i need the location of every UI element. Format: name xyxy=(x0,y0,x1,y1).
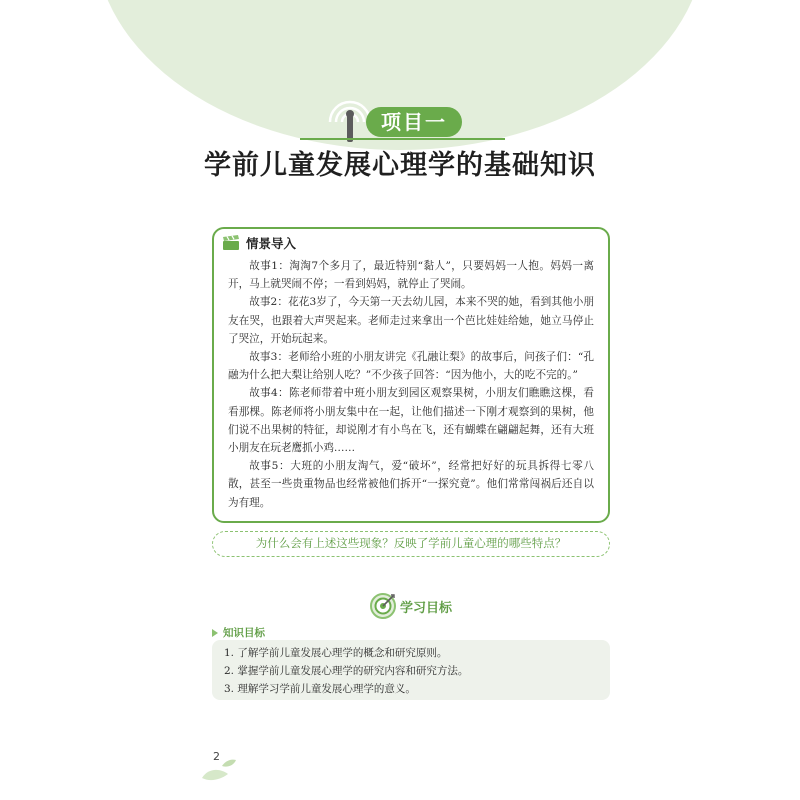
story-4: 故事4：陈老师带着中班小朋友到园区观察果树，小朋友们瞧瞧这棵，看看那棵。陈老师将小朋友集中在一起，让他们描述一下刚才观察到的果树，他们说不出果树的特征，却说刚才有小鸟在飞，还有蝴蝶在翩翩起舞，还有大班小朋友在玩老鹰抓小鸡…… xyxy=(228,387,594,455)
page-title: 学前儿童发展心理学的基础知识 xyxy=(204,150,596,181)
knowledge-goals-label xyxy=(212,625,265,640)
story-2: 故事2：花花3岁了，今天第一天去幼儿园，本来不哭的她，看到其他小朋友在哭，也跟着大声哭起来。老师走过来拿出一个芭比娃娃给她，她立马停止了哭泣，开始玩起来。 xyxy=(228,296,594,345)
knowledge-goal-list xyxy=(212,640,610,700)
goal-item-2: 2. 掌握学前儿童发展心理学的研究内容和研究方法。 xyxy=(224,665,469,677)
project-label: 项目一 xyxy=(366,107,462,137)
learning-goals-title: 学习目标 xyxy=(400,600,453,616)
reflection-question: 为什么会有上述这些现象？反映了学前儿童心理的哪些特点？ xyxy=(212,531,610,557)
story-list xyxy=(228,257,594,512)
target-icon xyxy=(369,592,397,620)
knowledge-goals-text: 知识目标 xyxy=(223,627,265,639)
story-5: 故事5：大班的小朋友淘气，爱“破坏”，经常把好好的玩具拆得七零八散，甚至一些贵重物品也经常被他们拆开“一探究竟”。他们常常闯祸后还自以为有理。 xyxy=(228,460,594,509)
title-underline xyxy=(300,138,505,140)
story-1: 故事1：淘淘7个多月了，最近特别“黏人”，只要妈妈一人抱。妈妈一离开，马上就哭闹不停；一看到妈妈，就停止了哭闹。 xyxy=(228,260,594,291)
scenario-title: 情景导入 xyxy=(246,236,297,251)
learning-goals-header xyxy=(369,592,452,620)
leaf-icon xyxy=(198,756,238,784)
story-3: 故事3：老师给小班的小朋友讲完《孔融让梨》的故事后，问孩子们：“孔融为什么把大梨让给别人吃？”不少孩子回答：“因为他小，大的吃不完的。” xyxy=(228,351,594,382)
clapperboard-icon xyxy=(222,235,240,251)
scenario-header xyxy=(222,234,296,252)
triangle-bullet-icon xyxy=(212,629,218,637)
goal-item-1: 1. 了解学前儿童发展心理学的概念和研究原则。 xyxy=(224,647,448,659)
goal-item-3: 3. 理解学习学前儿童发展心理学的意义。 xyxy=(224,683,416,695)
scenario-box xyxy=(212,227,610,523)
page-number: 2 xyxy=(213,750,220,763)
